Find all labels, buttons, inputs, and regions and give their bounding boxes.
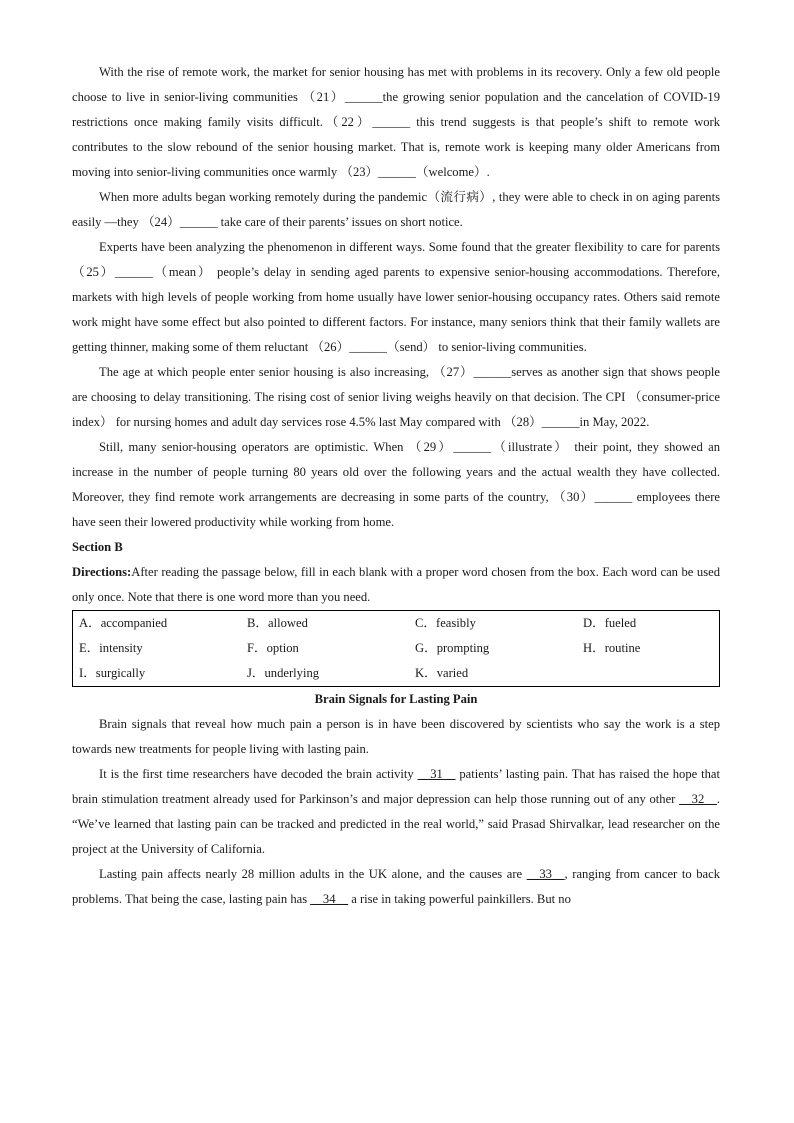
exam-page — [72, 60, 720, 912]
passage-paragraph-5: Still, many senior-housing operators are optimistic. When （29）______（illustrate） their point, they showed an increase in the number of people turning 80 years old over the following years and the actual wealth they have collected. Moreover, they find remote work arrangements are decreasing in some parts of the country, （30）______ employees there have seen their lowered productivity while working from home. — [72, 440, 720, 529]
passage-paragraph-3: Experts have been analyzing the phenomenon in different ways. Some found that the greater flexibility to care for parents （25）______（mean） people’s delay in sending aged parents to expensive senior-housing accommodations. Therefore, markets with high levels of people working from home usually have lower senior-housing occupancy rates. Others said remote work might have some effect but also pointed to different factors. For instance, many seniors think that their family wallets are getting thinner, making some of them reluctant （26）______（send） to senior-living communities. — [72, 240, 720, 354]
directions — [72, 560, 720, 610]
word-option: E．intensity — [79, 641, 143, 655]
word-option: J．underlying — [247, 666, 320, 680]
passage-title: Brain Signals for Lasting Pain — [314, 692, 478, 706]
word-option: K．varied — [415, 666, 469, 680]
passage-b-paragraph-1: Brain signals that reveal how much pain a person is in have been discovered by scientists who say the work is a step towards new treatments for people living with lasting pain. — [72, 717, 720, 756]
passage-paragraph-4: The age at which people enter senior housing is also increasing, （27）______serves as another sign that shows people are choosing to delay transitioning. The rising cost of senior living weighs heavily on that decision. The CPI （consumer-price index） for nursing homes and adult day services rose 4.5% last May compared with （28）______in May, 2022. — [72, 365, 720, 429]
word-box — [72, 610, 720, 687]
passage-paragraph-2: When more adults began working remotely during the pandemic（流行病）, they were able to check in on aging parents easily —they （24）______ take care of their parents’ issues on short notice. — [72, 190, 720, 229]
blank-32[interactable]: __32__ — [679, 792, 717, 806]
word-option: H．routine — [583, 641, 641, 655]
blank-33[interactable]: __33__ — [526, 867, 565, 881]
directions-label: Directions: — [72, 565, 132, 579]
directions-text: After reading the passage below, fill in each blank with a proper word chosen from the box. Each word can be used only once. Note that there is one word more than you need. — [72, 565, 720, 604]
word-option: A．accompanied — [79, 616, 168, 630]
word-option: I．surgically — [79, 666, 146, 680]
word-option: D．fueled — [583, 616, 637, 630]
blank-31[interactable]: __31__ — [417, 767, 456, 781]
passage-b-paragraph-3: Lasting pain affects nearly 28 million adults in the UK alone, and the causes are __33__, ranging from cancer to back problems. That being the case, lasting pain has __34__ a rise in taking powerful painkillers. But no — [72, 867, 720, 906]
word-option: F．option — [247, 641, 299, 655]
passage-paragraph-1: With the rise of remote work, the market for senior housing has met with problems in its recovery. Only a few old people choose to live in senior-living communities （21）______the growing senior population and the cancelation of COVID-19 restrictions once making family visits difficult.（22）______ this trend suggests is that people’s shift to remote work contributes to the slow rebound of the senior housing market. That is, remote work is keeping many older Americans from moving into senior-living communities once warmly （23）______（welcome）. — [72, 65, 720, 179]
word-option: B．allowed — [247, 616, 308, 630]
word-option: G．prompting — [415, 641, 490, 655]
word-option: C．feasibly — [415, 616, 476, 630]
passage-b-paragraph-2: It is the first time researchers have decoded the brain activity __31__ patients’ lasting pain. That has raised the hope that brain stimulation treatment already used for Parkinson’s and major depression can help those running out of any other __32__. “We’ve learned that lasting pain can be tracked and predicted in the real world,” said Prasad Shirvalkar, lead researcher on the project at the University of California. — [72, 767, 721, 856]
blank-34[interactable]: __34__ — [310, 892, 349, 906]
section-heading: Section B — [72, 540, 123, 554]
